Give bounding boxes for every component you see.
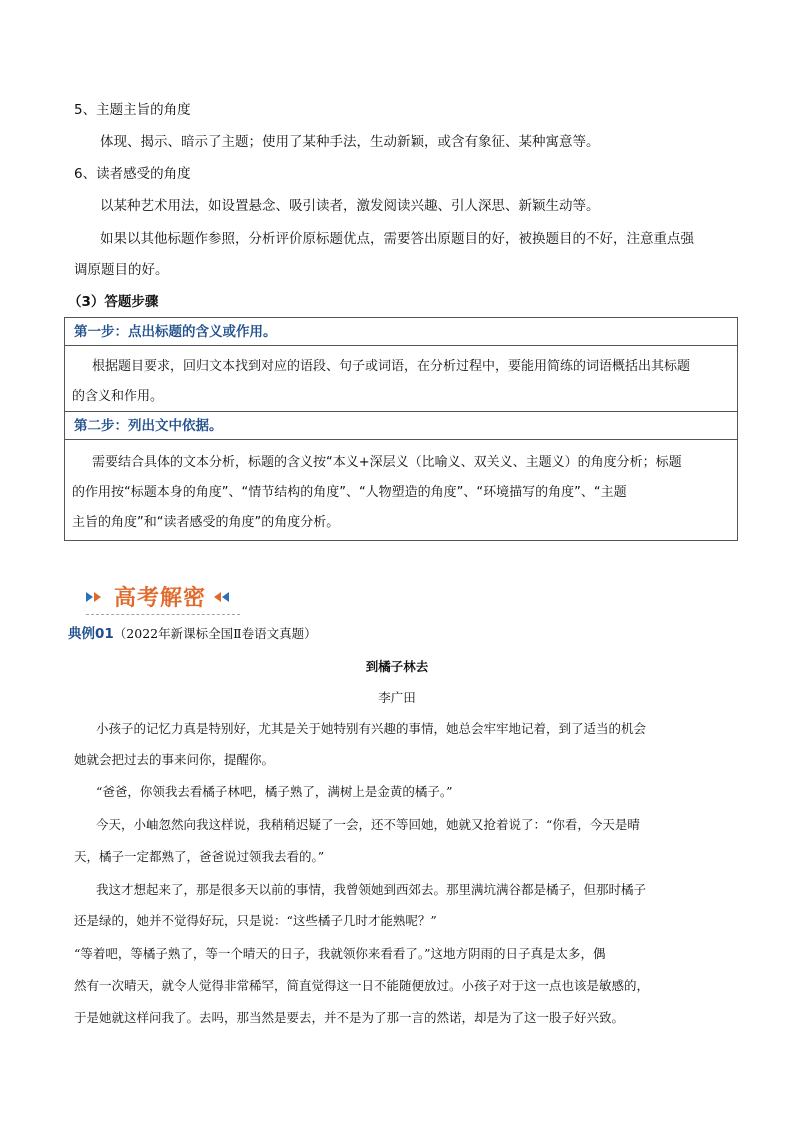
steps-table: [64, 317, 738, 541]
passage-line: 她就会把过去的事来问你，提醒你。: [74, 752, 275, 767]
arrow-right-icon: [86, 592, 93, 602]
example-source: （2022年新课标全国Ⅱ卷语文真题）: [113, 626, 317, 641]
example-label: 典例01: [68, 626, 114, 642]
section5-body: 体现、揭示、暗示了主题；使用了某种手法，生动新颖，或含有象征、某种寓意等。: [100, 134, 600, 150]
passage-line: 还是绿的，她并不觉得好玩，只是说：“这些橘子几时才能熟呢？”: [74, 913, 437, 928]
steps-heading: （3）答题步骤: [68, 294, 159, 310]
passage-line: 于是她就这样问我了。去吗，那当然是要去，并不是为了那一言的然诺，却是为了这一股子好兴致。: [74, 1010, 625, 1025]
section-banner: [86, 580, 240, 615]
passage-line: 天，橘子一定都熟了，爸爸说过领我去看的。”: [74, 849, 325, 864]
passage-line: 今天，小岫忽然向我这样说，我稍稍迟疑了一会，还不等回她，她就又抢着说了：“你看，今天是晴: [96, 817, 640, 832]
passage-line: “爸爸，你领我去看橘子林吧，橘子熟了，满树上是金黄的橘子。”: [96, 784, 453, 799]
banner-title: 高考解密: [114, 586, 207, 611]
passage-title: 到橘子林去: [365, 659, 429, 674]
passage-line: 然有一次晴天，就令人觉得非常稀罕，简直觉得这一日不能随便放过。小孩子对于这一点也该是敏感的，: [74, 978, 650, 993]
step1-title: 第一步：点出标题的含义或作用。: [74, 324, 277, 340]
passage-line: 小孩子的记忆力真是特别好，尤其是关于她特别有兴趣的事情，她总会牢牢地记着，到了适当的机会: [96, 721, 647, 736]
arrow-left-icon: [214, 592, 221, 602]
step1-line-2: 的含义和作用。: [72, 389, 164, 404]
section5-heading: 5、主题主旨的角度: [74, 102, 191, 118]
passage-author: 李广田: [378, 690, 416, 705]
step1-body-row: [65, 346, 737, 412]
passage-line: 我这才想起来了，那是很多天以前的事情，我曾领她到西郊去。那里满坑满谷都是橘子，但那时橘子: [96, 882, 647, 897]
example-header: [68, 624, 317, 644]
passage-line: “等着吧，等橘子熟了，等一个晴天的日子，我就领你来看看了。”这地方阴雨的日子真是太多，偶: [74, 946, 606, 961]
note-line-1: 如果以其他标题作参照，分析评价原标题优点，需要答出原题目的好，被换题目的不好，注意重点强: [100, 231, 694, 247]
note-line-2: 调原题目的好。: [74, 262, 169, 278]
step2-line-1: 需要结合具体的文本分析，标题的含义按“本义+深层义（比喻义、双关义、主题义）的角度分析；标题: [92, 455, 682, 470]
step2-line-3: 主旨的角度”和“读者感受的角度”的角度分析。: [72, 515, 340, 530]
section6-heading: 6、读者感受的角度: [74, 166, 191, 182]
arrow-left-icon: [222, 592, 229, 602]
step1-title-row: [65, 318, 737, 346]
step2-title-row: [65, 412, 737, 440]
step2-body-row: [65, 440, 737, 540]
step2-line-2: 的作用按“标题本身的角度”、“情节结构的角度”、“人物塑造的角度”、“环境描写的角度”、“主题: [72, 485, 627, 500]
step2-title: 第二步：列出文中依据。: [74, 418, 223, 434]
arrow-right-icon: [94, 592, 101, 602]
section6-body: 以某种艺术用法，如设置悬念、吸引读者，激发阅读兴趣、引人深思、新颖生动等。: [100, 198, 600, 214]
step1-line-1: 根据题目要求，回归文本找到对应的语段、句子或词语，在分析过程中，要能用简练的词语概括出其标题: [92, 359, 691, 374]
